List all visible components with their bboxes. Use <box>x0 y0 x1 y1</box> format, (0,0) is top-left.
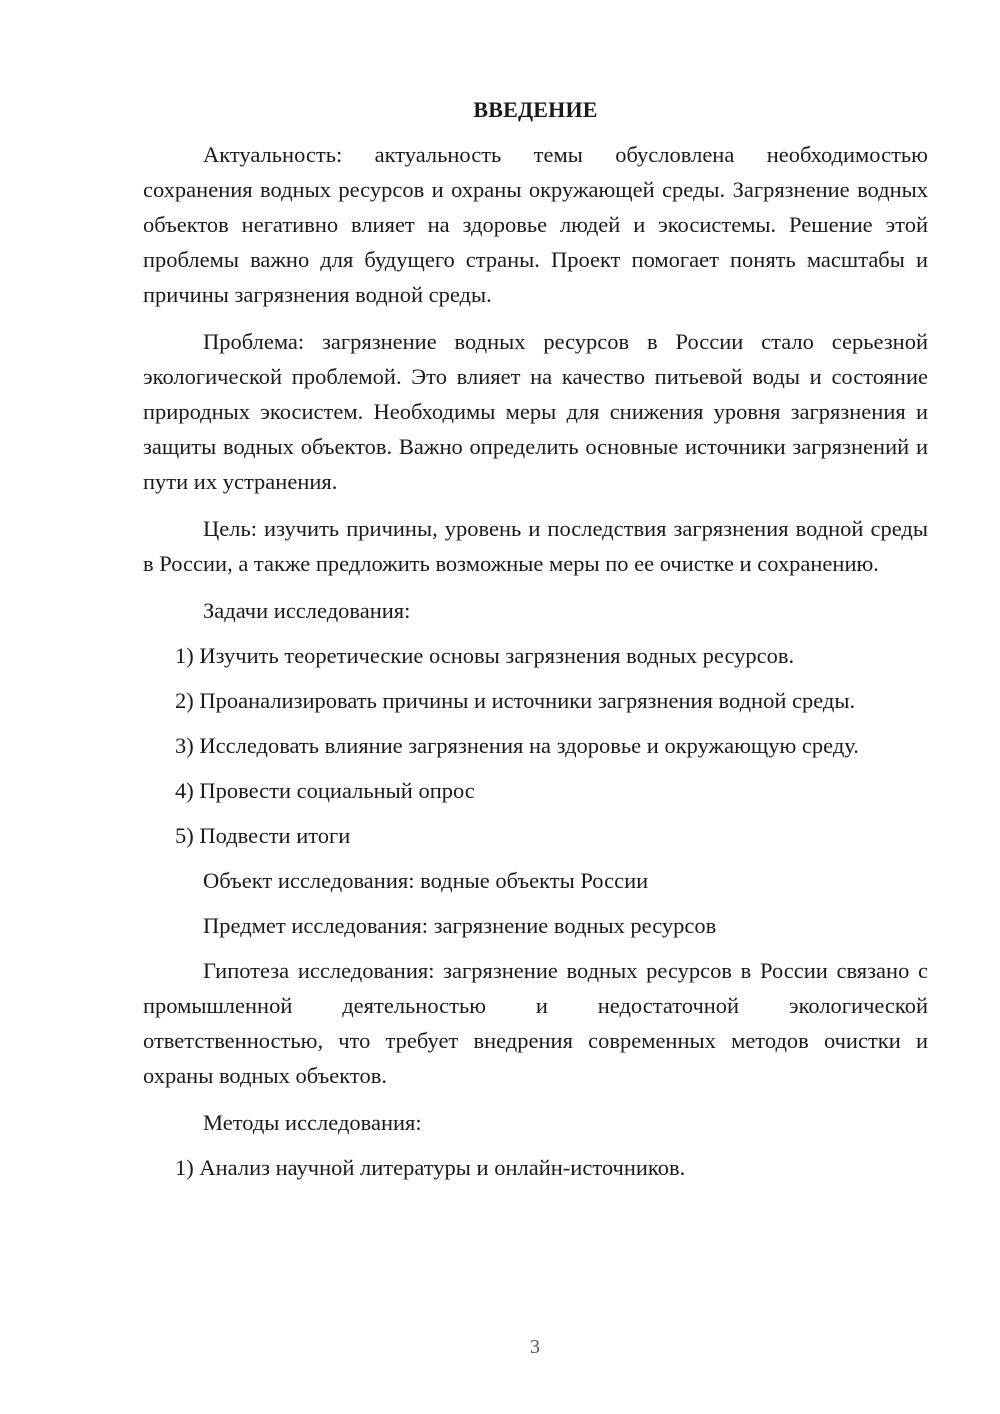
methods-heading: Методы исследования: <box>203 1110 422 1135</box>
task-item-1: 1) Изучить теоретические основы загрязнения водных ресурсов. <box>175 643 795 668</box>
task-item-5: 5) Подвести итоги <box>175 823 351 848</box>
task-item-3: 3) Исследовать влияние загрязнения на здоровье и окружающую среду. <box>175 733 859 758</box>
task-item-4: 4) Провести социальный опрос <box>175 778 475 803</box>
section-title: ВВЕДЕНИЕ <box>473 97 598 122</box>
problem-paragraph: Проблема: загрязнение водных ресурсов в России стало серьезной экологической проблемой. Это влияет на качество питьевой воды и состояние природных экосистем. Необходимы меры для снижения уровня загрязнения и защиты водных объектов. Важно определить основные источники загрязнений и пути их устранения. <box>143 329 928 494</box>
goal-paragraph: Цель: изучить причины, уровень и последствия загрязнения водной среды в России, а также предложить возможные меры по ее очистке и сохранению. <box>143 516 928 576</box>
document-page <box>143 92 928 1185</box>
method-item-1: 1) Анализ научной литературы и онлайн-источников. <box>175 1155 686 1180</box>
subject-paragraph: Предмет исследования: загрязнение водных ресурсов <box>203 913 717 938</box>
relevance-paragraph: Актуальность: актуальность темы обусловлена необходимостью сохранения водных ресурсов и охраны окружающей среды. Загрязнение водных объектов негативно влияет на здоровье людей и экосистемы. Решение этой проблемы важно для будущего страны. Проект помогает понять масштабы и причины загрязнения водной среды. <box>143 142 928 307</box>
tasks-heading: Задачи исследования: <box>203 598 411 623</box>
object-paragraph: Объект исследования: водные объекты России <box>203 868 649 893</box>
hypothesis-paragraph: Гипотеза исследования: загрязнение водных ресурсов в России связано с промышленной деятельностью и недостаточной экологической ответственностью, что требует внедрения современных методов очистки и охраны водных объектов. <box>143 958 928 1088</box>
task-item-2: 2) Проанализировать причины и источники загрязнения водной среды. <box>175 688 856 713</box>
page-number: 3 <box>530 1336 540 1358</box>
